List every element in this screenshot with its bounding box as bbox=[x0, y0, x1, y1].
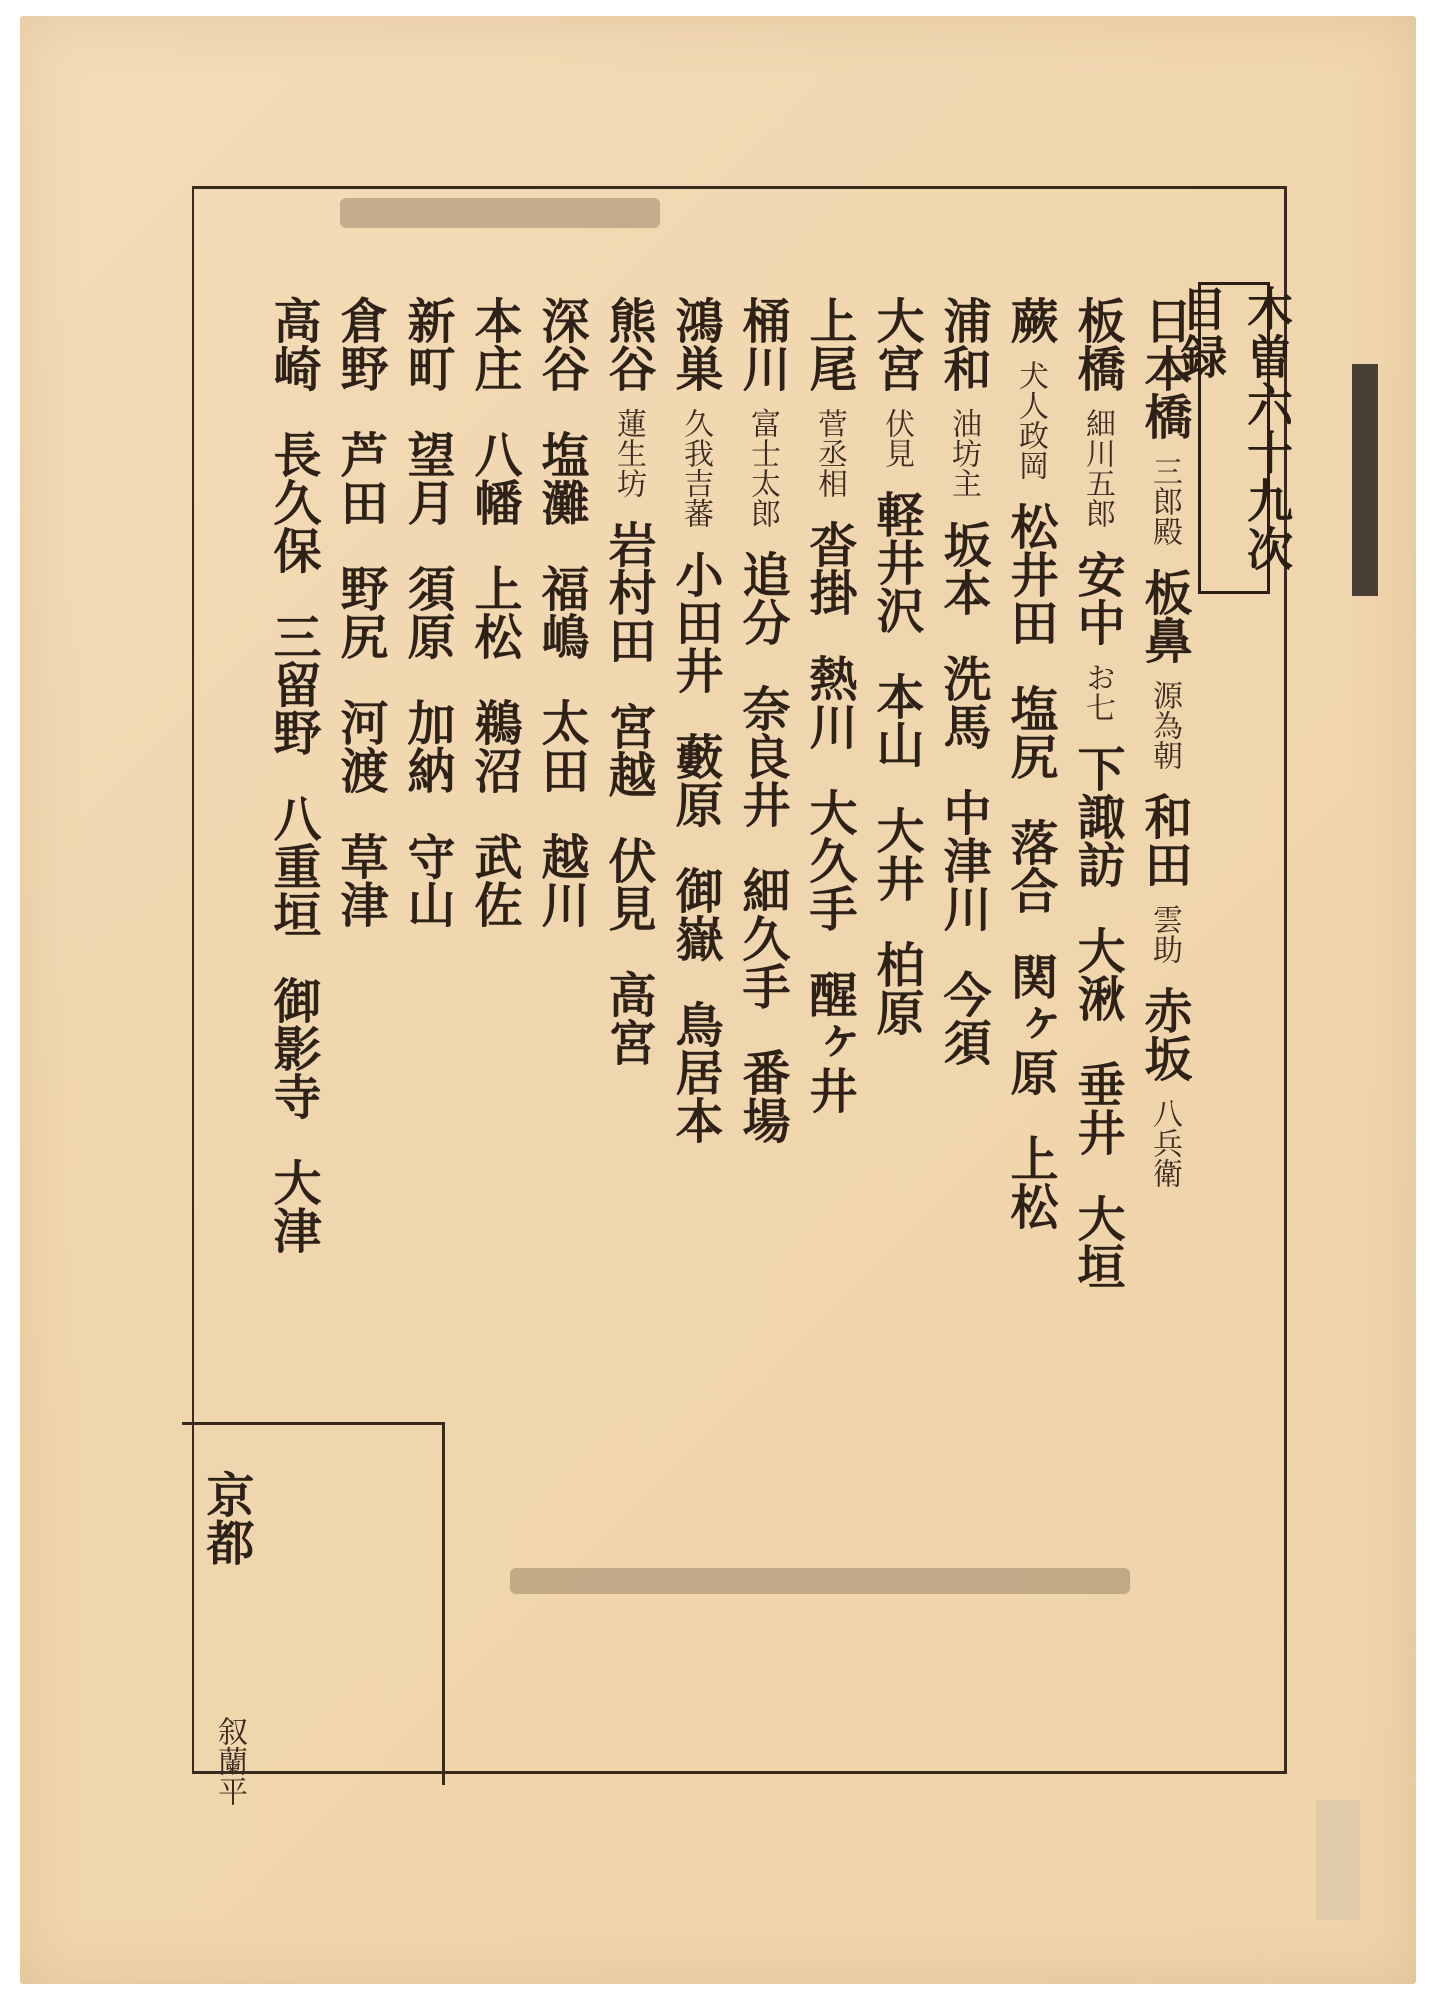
station-name: 高崎 bbox=[265, 296, 321, 392]
station-note: 細川五郎 bbox=[1080, 408, 1115, 528]
station-name: 蕨 bbox=[1002, 296, 1058, 344]
station-column bbox=[533, 296, 589, 966]
station-name: 安中 bbox=[1069, 550, 1125, 646]
station-column bbox=[667, 296, 723, 1182]
station-name: 熱川 bbox=[801, 654, 857, 750]
station-name: 落合 bbox=[1002, 818, 1058, 914]
station-name: 桶川 bbox=[734, 296, 790, 392]
station-name: 大湫 bbox=[1069, 926, 1125, 1022]
station-name: 板橋 bbox=[1069, 296, 1125, 392]
station-name: 塩尻 bbox=[1002, 684, 1058, 780]
station-column bbox=[1002, 296, 1058, 1268]
station-name: 和田 bbox=[1136, 792, 1192, 888]
station-name: 大垣 bbox=[1069, 1194, 1125, 1290]
station-name: 追分 bbox=[734, 550, 790, 646]
station-name: 小田井 bbox=[667, 550, 723, 694]
station-name: 御影寺 bbox=[265, 976, 321, 1120]
station-note: 雲助 bbox=[1147, 904, 1182, 964]
station-name: 垂井 bbox=[1069, 1060, 1125, 1156]
station-name: 長久保 bbox=[265, 430, 321, 574]
station-name: 鴻巣 bbox=[667, 296, 723, 392]
station-note: 富士太郎 bbox=[745, 408, 780, 528]
station-name: 藪原 bbox=[667, 732, 723, 828]
station-name: 大井 bbox=[868, 806, 924, 902]
station-column bbox=[265, 296, 321, 1292]
station-name: 伏見 bbox=[600, 836, 656, 932]
station-note: 伏見 bbox=[879, 408, 914, 468]
station-note: 三郎殿 bbox=[1147, 456, 1182, 546]
station-name: 鵜沼 bbox=[466, 698, 522, 794]
station-name: 本山 bbox=[868, 672, 924, 768]
station-column bbox=[399, 296, 455, 966]
station-note: 菅丞相 bbox=[812, 408, 847, 498]
station-name: 倉野 bbox=[332, 296, 388, 392]
station-name: 守山 bbox=[399, 832, 455, 928]
station-name: 関ヶ原 bbox=[1002, 952, 1058, 1096]
page-title: 木曽六十九次目録 bbox=[1174, 285, 1294, 573]
faded-stamp bbox=[1316, 1800, 1360, 1920]
station-name: 洗馬 bbox=[935, 654, 991, 750]
station-name: 鳥居本 bbox=[667, 1000, 723, 1144]
station-name: 加納 bbox=[399, 698, 455, 794]
station-column bbox=[332, 296, 388, 966]
station-name: 今須 bbox=[935, 970, 991, 1066]
station-name: 太田 bbox=[533, 698, 589, 794]
station-name: 越川 bbox=[533, 832, 589, 928]
title-box bbox=[1174, 282, 1294, 594]
station-name: 板鼻 bbox=[1136, 568, 1192, 664]
station-name: 新町 bbox=[399, 296, 455, 392]
station-name: 上松 bbox=[466, 564, 522, 660]
station-name: 松井田 bbox=[1002, 502, 1058, 646]
binding-stripe bbox=[1352, 364, 1378, 596]
station-column bbox=[466, 296, 522, 966]
station-column bbox=[868, 296, 924, 1074]
station-name: 武佐 bbox=[466, 832, 522, 928]
station-name: 須原 bbox=[399, 564, 455, 660]
station-name: 京都 bbox=[198, 1470, 254, 1566]
station-name: 福嶋 bbox=[533, 564, 589, 660]
station-name: 坂本 bbox=[935, 520, 991, 616]
station-note: 犬人政岡 bbox=[1013, 360, 1048, 480]
station-name: 細久手 bbox=[734, 866, 790, 1010]
station-note: 源為朝 bbox=[1147, 680, 1182, 770]
station-name: 上松 bbox=[1002, 1134, 1058, 1230]
station-column bbox=[734, 296, 790, 1182]
station-name: 本庄 bbox=[466, 296, 522, 392]
station-name: 御嶽 bbox=[667, 866, 723, 962]
station-name: 中津川 bbox=[935, 788, 991, 932]
station-note: 蓮生坊 bbox=[611, 408, 646, 498]
station-name: 柏原 bbox=[868, 940, 924, 1036]
station-name: 深谷 bbox=[533, 296, 589, 392]
station-column bbox=[935, 296, 991, 1104]
station-column bbox=[801, 296, 857, 1152]
station-name: 番場 bbox=[734, 1048, 790, 1144]
station-name: 下諏訪 bbox=[1069, 744, 1125, 888]
station-name: 軽井沢 bbox=[868, 490, 924, 634]
station-name: 沓掛 bbox=[801, 520, 857, 616]
station-name: 日本橋 bbox=[1136, 296, 1192, 440]
station-column bbox=[1136, 296, 1192, 1210]
station-note: 油坊主 bbox=[946, 408, 981, 498]
station-name: 八重垣 bbox=[265, 794, 321, 938]
station-column bbox=[198, 1470, 254, 1604]
station-name: 熊谷 bbox=[600, 296, 656, 392]
station-name: 宮越 bbox=[600, 702, 656, 798]
station-name: 望月 bbox=[399, 430, 455, 526]
station-column bbox=[1069, 296, 1125, 1328]
station-name: 赤坂 bbox=[1136, 986, 1192, 1082]
station-name: 野尻 bbox=[332, 564, 388, 660]
station-note: 久我吉蕃 bbox=[678, 408, 713, 528]
station-name: 八幡 bbox=[466, 430, 522, 526]
station-name: 塩灘 bbox=[533, 430, 589, 526]
station-name: 大久手 bbox=[801, 788, 857, 932]
station-name: 高宮 bbox=[600, 970, 656, 1066]
station-name: 大津 bbox=[265, 1158, 321, 1254]
station-name: 河渡 bbox=[332, 698, 388, 794]
station-name: 醒ヶ井 bbox=[801, 970, 857, 1114]
signature: 叙蘭平 bbox=[212, 1716, 247, 1806]
station-column bbox=[600, 296, 656, 1104]
station-name: 大宮 bbox=[868, 296, 924, 392]
station-name: 三留野 bbox=[265, 612, 321, 756]
station-name: 浦和 bbox=[935, 296, 991, 392]
station-name: 草津 bbox=[332, 832, 388, 928]
station-name: 岩村田 bbox=[600, 520, 656, 664]
station-note: お七 bbox=[1080, 662, 1115, 722]
station-name: 上尾 bbox=[801, 296, 857, 392]
station-name: 奈良井 bbox=[734, 684, 790, 828]
station-note: 八兵衛 bbox=[1147, 1098, 1182, 1188]
station-name: 芦田 bbox=[332, 430, 388, 526]
